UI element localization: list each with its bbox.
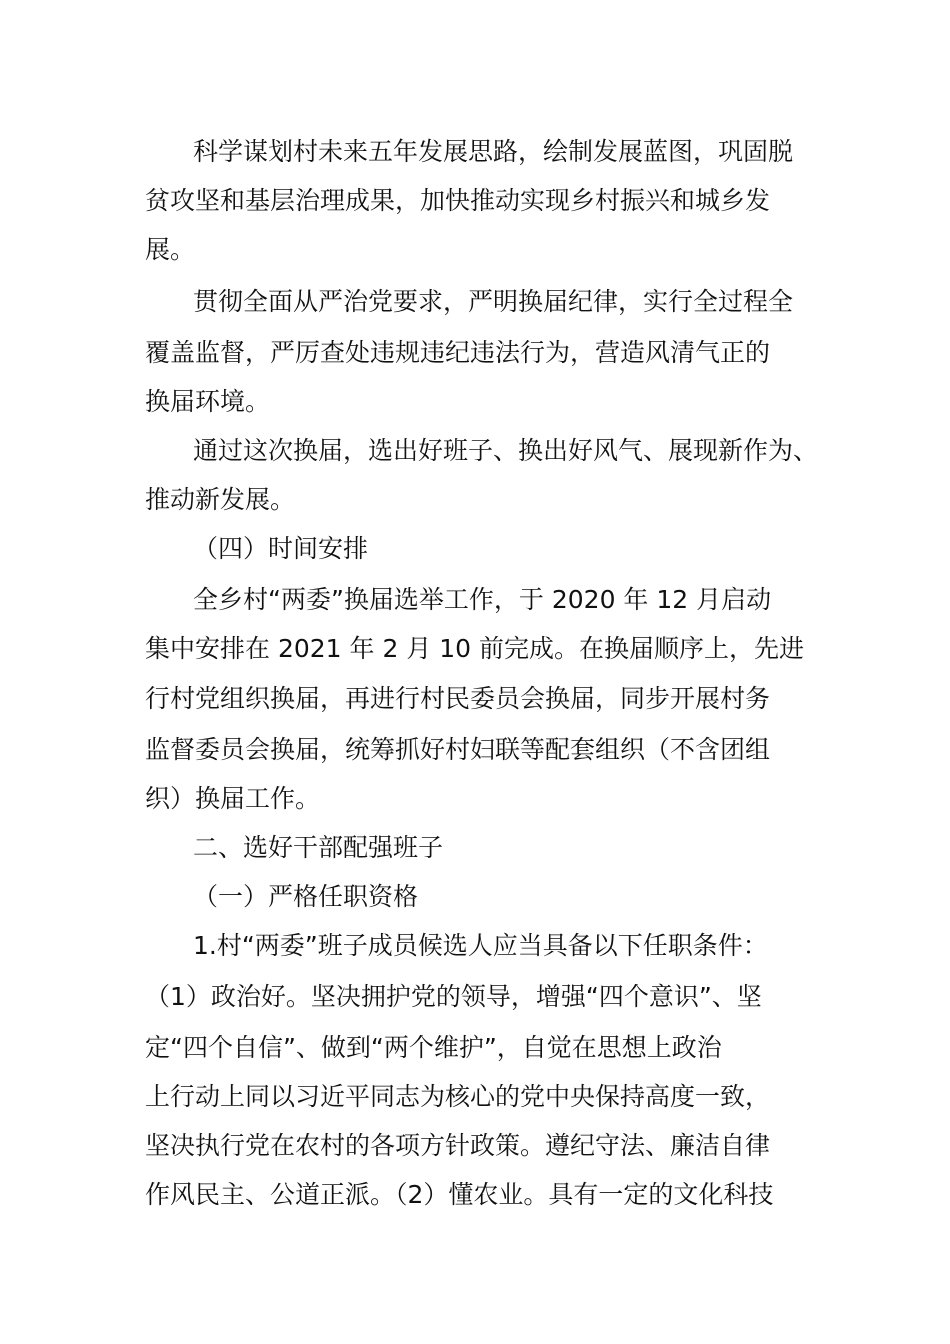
section-heading-schedule: （四）时间安排	[193, 534, 369, 563]
paragraph-1-line-3: 展。	[145, 235, 196, 264]
paragraph-4-line-4: 监督委员会换届，统筹抓好村妇联等配套组织（不含团组	[145, 735, 771, 764]
paragraph-4-line-1: 全乡村“两委”换届选举工作，于 2020 年 12 月启动	[193, 585, 772, 614]
paragraph-5-line-2: （1）政治好。坚决拥护党的领导，增强“四个意识”、坚	[145, 982, 762, 1011]
paragraph-4-line-3: 行村党组织换届，再进行村民委员会换届，同步开展村务	[145, 684, 771, 713]
paragraph-3-line-2: 推动新发展。	[145, 485, 296, 514]
paragraph-3-line-1: 通过这次换届，选出好班子、换出好风气、展现新作为、	[193, 436, 819, 465]
subsection-heading-qualifications: （一）严格任职资格	[193, 882, 419, 911]
paragraph-2-line-2: 覆盖监督，严厉查处违规违纪违法行为，营造风清气正的	[145, 338, 771, 367]
paragraph-5-line-3: 定“四个自信”、做到“两个维护”，自觉在思想上政治	[145, 1033, 722, 1062]
paragraph-2-line-3: 换届环境。	[145, 387, 271, 416]
section-heading-cadres: 二、选好干部配强班子	[193, 833, 444, 862]
paragraph-4-line-5: 织）换届工作。	[145, 784, 321, 813]
paragraph-5-line-6: 作风民主、公道正派。（2）懂农业。具有一定的文化科技	[145, 1180, 774, 1209]
paragraph-1-line-1: 科学谋划村未来五年发展思路，绘制发展蓝图，巩固脱	[193, 137, 794, 166]
paragraph-1-line-2: 贫攻坚和基层治理成果，加快推动实现乡村振兴和城乡发	[145, 186, 771, 215]
paragraph-2-line-1: 贯彻全面从严治党要求，严明换届纪律，实行全过程全	[193, 287, 794, 316]
paragraph-5-line-5: 坚决执行党在农村的各项方针政策。遵纪守法、廉洁自律	[145, 1131, 771, 1160]
paragraph-5-line-1: 1.村“两委”班子成员候选人应当具备以下任职条件：	[193, 931, 768, 960]
paragraph-5-line-4: 上行动上同以习近平同志为核心的党中央保持高度一致，	[145, 1082, 771, 1111]
paragraph-4-line-2: 集中安排在 2021 年 2 月 10 前完成。在换届顺序上，先进	[145, 634, 805, 663]
